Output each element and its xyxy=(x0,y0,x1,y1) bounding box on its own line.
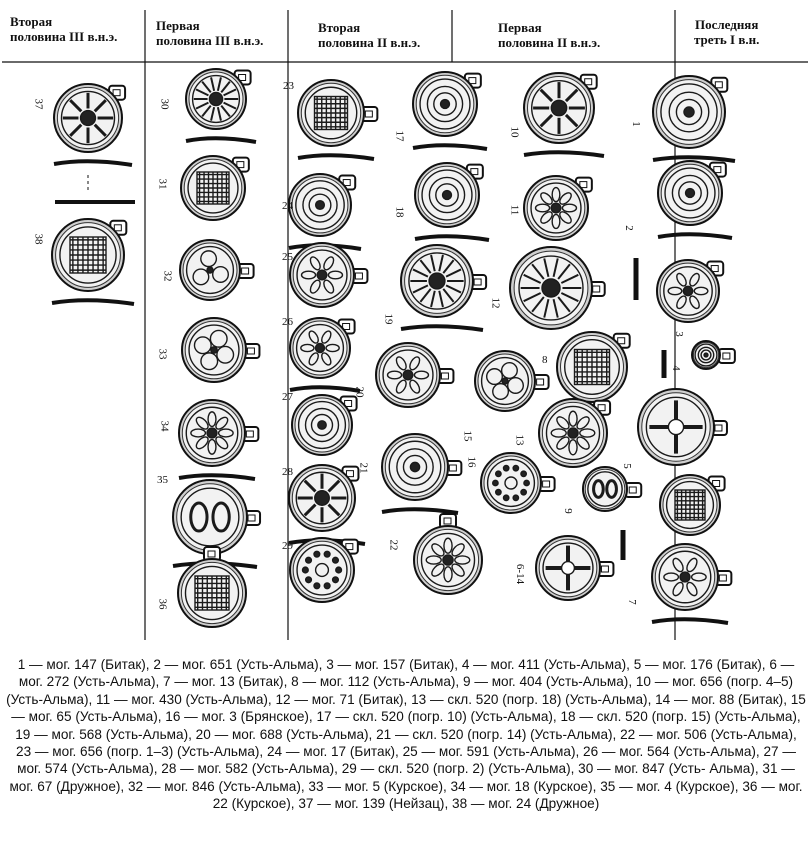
column-header-line: половина II в.н.э. xyxy=(498,35,601,50)
mirror-pendant xyxy=(382,434,461,500)
column-header-line: Первая xyxy=(156,18,200,33)
mirror-pendant xyxy=(290,538,358,602)
figure-number: 15 xyxy=(461,430,474,442)
figure-number: 3 xyxy=(672,331,685,337)
figure-number: 20 xyxy=(353,386,366,398)
figure-number: 30 xyxy=(158,98,171,110)
figure-number: 25 xyxy=(282,251,293,263)
figure-number: 31 xyxy=(156,178,169,190)
figure-number: 12 xyxy=(489,297,502,309)
figure-number: 23 xyxy=(283,80,294,92)
figure-number: 9 xyxy=(561,508,574,514)
figure-number: 34 xyxy=(158,420,171,432)
column-header-line: половина III в.н.э. xyxy=(10,29,118,44)
column-header xyxy=(318,20,420,50)
column-header-line: половина III в.н.э. xyxy=(156,33,264,48)
profile-section xyxy=(54,161,132,165)
figure-number: 37 xyxy=(32,98,45,110)
profile-section xyxy=(186,138,256,142)
mirror-pendant xyxy=(182,318,259,382)
caption-line: скл. 520 (погр. 18) (Усть-Альма), 14 — мог. 88 (Битак), 15 — мог. 65 (Усть-Альма), 16 — мог. 3 (Брянское), xyxy=(11,691,806,725)
figure-number: 26 xyxy=(282,316,293,328)
caption-line: 35 — мог. 4 (Курское), 36 — мог. 22 (Курское), 37 — мог. 139 (Нейзац), 38 — мог. 24 (Дружное) xyxy=(212,778,803,812)
profile-section xyxy=(415,236,489,240)
column-header xyxy=(156,18,263,48)
profile-section xyxy=(298,155,374,159)
column-header xyxy=(498,20,600,50)
figure-caption xyxy=(6,656,806,813)
column-header xyxy=(694,17,759,47)
profile-section xyxy=(658,234,732,238)
column-header-line: Первая xyxy=(498,20,542,35)
figure-number: 1 xyxy=(629,121,642,127)
caption-line: (Усть-Альма), 10 — мог. 656 (погр. 4–5) (Усть-Альма), 11 — мог. 430 (Усть-Альма), 12 — мог. 71 (Битак), 13 — xyxy=(6,674,794,707)
mirror-pendant xyxy=(173,480,260,554)
figure-number: 27 xyxy=(282,391,293,403)
column-header-line: треть I в.н. xyxy=(694,32,760,47)
mirror-pendant xyxy=(180,240,254,300)
profile-section xyxy=(401,326,483,330)
figure-number: 33 xyxy=(156,348,169,360)
profile-section xyxy=(52,300,134,304)
figure-number: 21 xyxy=(357,462,370,474)
figure-number: 16 xyxy=(465,456,478,468)
profile-section xyxy=(179,475,255,479)
column-header-line: половина II в.н.э. xyxy=(318,35,421,50)
figure-number: 2 xyxy=(622,225,635,231)
figure-number: 35 xyxy=(157,474,168,486)
figure-number: 29 xyxy=(282,540,293,552)
profile-section xyxy=(413,145,487,149)
figure-number: 6-14 xyxy=(514,563,527,585)
figure-number: 38 xyxy=(32,233,45,245)
column-header-line: Вторая xyxy=(10,14,53,29)
figure-number: 8 xyxy=(542,354,548,366)
figure-number: 10 xyxy=(508,126,521,138)
profile-section xyxy=(524,152,604,156)
column-header-line: Вторая xyxy=(318,20,361,35)
profile-section xyxy=(382,509,458,513)
mirror-pendant xyxy=(475,351,549,411)
caption-line: 5 — мог. 176 (Битак), 6 — мог. 272 (Усть-Альма), 7 — мог. 13 (Битак), 8 — мог. 112 (Усть-Альма), 9 — мог. 404 xyxy=(18,657,795,690)
figure-number: 32 xyxy=(161,270,174,282)
profile-section xyxy=(290,387,360,391)
caption-line: мог. 574 (Усть-Альма), 28 — мог. 582 (Усть-Альма), 29 — скл. 520 (погр. 2) (Усть-Альма), 30 — мог. 847 (Усть- xyxy=(17,761,706,777)
figure-number: 28 xyxy=(282,466,293,478)
figure-number: 4 xyxy=(669,365,682,371)
caption-line: 17 — скл. 520 (погр. 10) (Усть-Альма), 18 — скл. 520 (погр. 15) (Усть-Альма), 19 — мог. 568 (Усть-Альма), xyxy=(15,709,801,742)
figure-number: 36 xyxy=(156,598,169,610)
figure-number: 24 xyxy=(282,200,293,212)
profile-section xyxy=(652,619,728,623)
figure-number: 17 xyxy=(393,130,406,142)
caption-line: 20 — мог. 688 (Усть-Альма), 21 — скл. 520 (погр. 14) (Усть-Альма), 22 — мог. 506 (Усть-Альма), 23 — мог. 656 xyxy=(16,726,797,760)
caption-line: 1 — мог. 147 (Битак), 2 — мог. 651 (Усть-Альма), 3 — мог. 157 (Битак), 4 — мог. 411 (Усть-Альма), xyxy=(17,657,630,672)
column-header xyxy=(10,14,117,44)
caption-line: (погр. 1–3) (Усть-Альма), 24 — мог. 17 (Битак), 25 — мог. 591 (Усть-Альма), 26 — мог. 564 (Усть-Альма), 27 — xyxy=(106,744,796,760)
figure-number: 22 xyxy=(387,539,400,551)
column-header-line: Последняя xyxy=(694,17,759,32)
figure-number: 11 xyxy=(508,204,521,216)
figure-number: 5 xyxy=(620,463,633,469)
figure-number: 19 xyxy=(382,313,395,325)
caption-line: Альма), 31 — мог. 67 (Дружное), 32 — мог. 846 (Усть-Альма), 33 — мог. 5 (Курское), 34 — мог. 18 (Курское), xyxy=(9,761,795,794)
figure-number: 18 xyxy=(393,206,406,218)
figure-number: 13 xyxy=(513,434,526,446)
figure-number: 7 xyxy=(625,599,638,605)
